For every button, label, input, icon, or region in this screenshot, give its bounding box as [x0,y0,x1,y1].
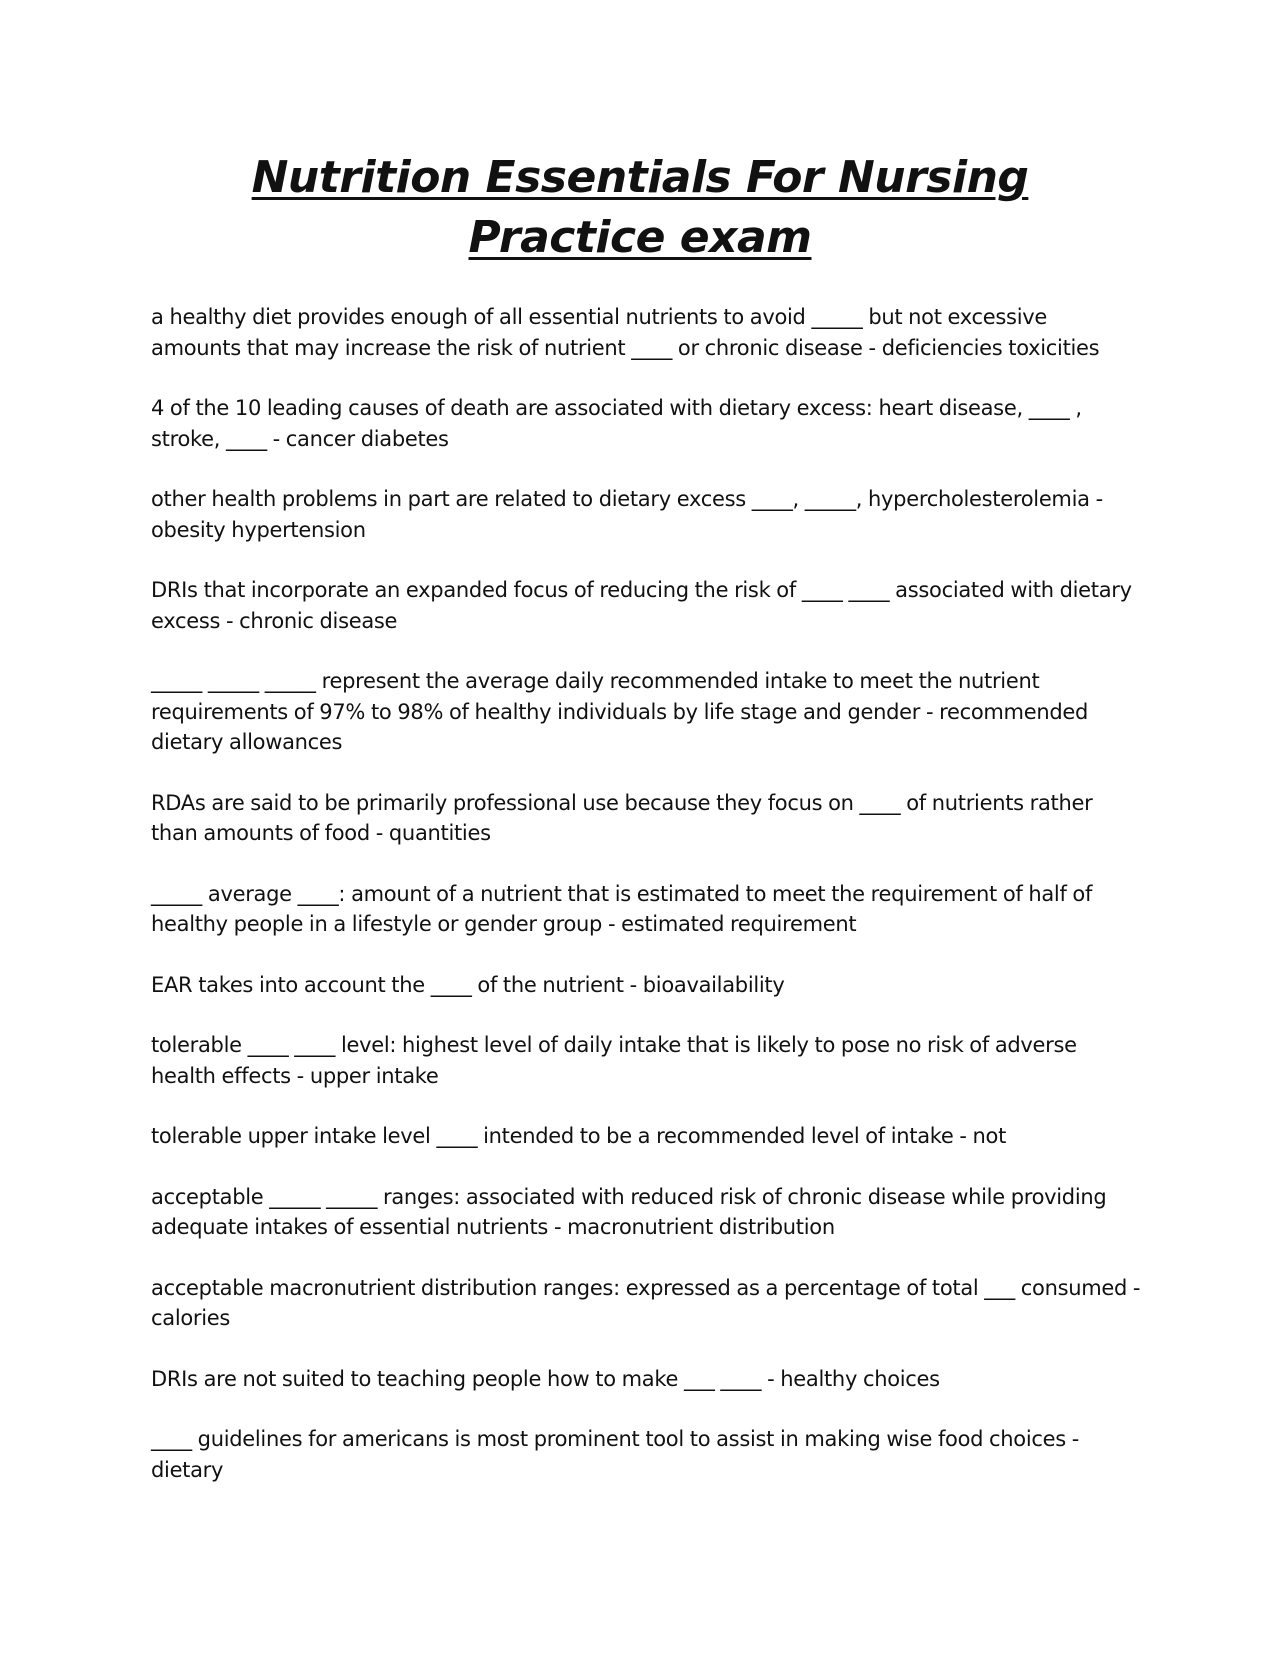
flashcard-item: _____ average ____: amount of a nutrient that is estimated to meet the requirement of half of healthy people in a lifestyle or gender group - estimated requirement [151,881,1093,936]
flashcard-item: acceptable macronutrient distribution ranges: expressed as a percentage of total ___ consumed - calories [151,1275,1141,1330]
flashcard-item: acceptable _____ _____ ranges: associated with reduced risk of chronic disease while providing adequate intakes of essential nutrients - macronutrient distribution [151,1184,1107,1239]
flashcard-item: 4 of the 10 leading causes of death are associated with dietary excess: heart disease, ____ , stroke, ____ - cancer diabetes [151,396,1082,451]
flashcard-list [151,302,1141,1515]
flashcard-item: tolerable ____ ____ level: highest level of daily intake that is likely to pose no risk of adverse health effects - upper intake [151,1033,1077,1088]
flashcard-item: EAR takes into account the ____ of the nutrient - bioavailability [151,972,785,997]
flashcard-item: RDAs are said to be primarily professional use because they focus on ____ of nutrients rather than amounts of food - quantities [151,790,1093,845]
flashcard-item: a healthy diet provides enough of all essential nutrients to avoid _____ but not excessive amounts that may increase the risk of nutrient ____ or chronic disease - deficiencies toxicities [151,305,1100,360]
document-title: Nutrition Essentials For Nursing Practice exam [251,152,1029,263]
flashcard-item: ____ guidelines for americans is most prominent tool to assist in making wise food choices - dietary [151,1427,1080,1482]
flashcard-item: other health problems in part are related to dietary excess ____, _____, hypercholesterolemia - obesity hypertension [151,487,1103,542]
flashcard-item: DRIs are not suited to teaching people how to make ___ ____ - healthy choices [151,1366,940,1391]
flashcard-item: DRIs that incorporate an expanded focus of reducing the risk of ____ ____ associated with dietary excess - chronic disease [151,578,1132,633]
flashcard-item: _____ _____ _____ represent the average daily recommended intake to meet the nutrient requirements of 97% to 98% of healthy individuals by life stage and gender - recommended dietary allowances [151,669,1089,754]
flashcard-item: tolerable upper intake level ____ intended to be a recommended level of intake - not [151,1124,1007,1148]
